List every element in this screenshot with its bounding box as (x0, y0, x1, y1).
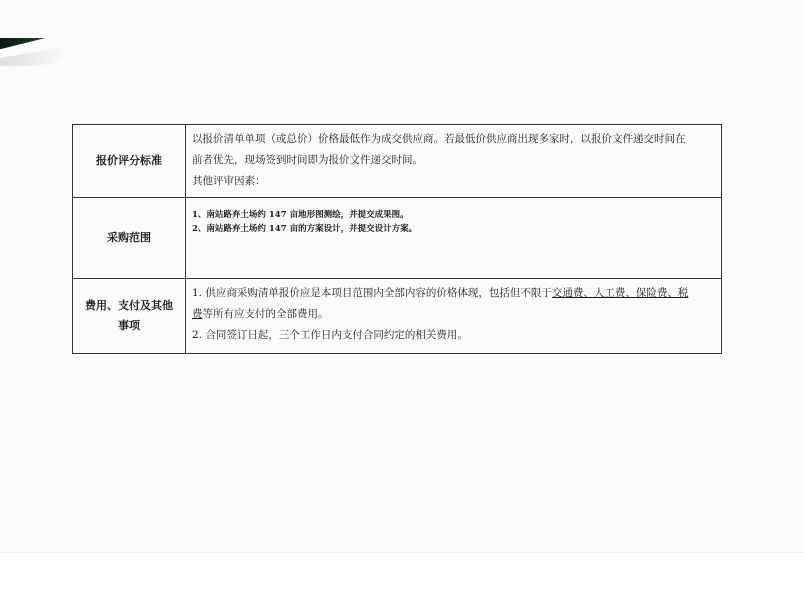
fees-label-line-2: 事项 (118, 319, 140, 332)
page-bottom-edge (0, 552, 804, 592)
scoring-content (186, 125, 722, 198)
table-row-scope (73, 198, 722, 279)
procurement-table (72, 124, 722, 354)
scoring-line-3: 其他评审因素： (192, 175, 266, 187)
scope-line-1: 1、南站路弃土场约 147 亩地形图测绘，并提交成果图。 (192, 210, 409, 220)
corner-shadow-decoration (0, 38, 84, 66)
fees-line-3: 2. 合同签订日起，三个工作日内支付合同约定的相关费用。 (192, 329, 468, 341)
table-row-scoring (73, 125, 722, 198)
scope-line-2: 2、南站路弃土场约 147 亩的方案设计，并提交设计方案。 (192, 224, 418, 234)
fees-line-2-suffix: 等所有应支付的全部费用。 (202, 308, 329, 320)
scope-label: 采购范围 (73, 198, 186, 279)
fees-content (186, 279, 722, 354)
fees-line-1-underlined: 交通费、人工费、保险费、税 (551, 287, 689, 299)
scoring-line-2: 前者优先，现场签到时间即为报价文件递交时间。 (192, 154, 423, 166)
fees-label-line-1: 费用、支付及其他 (85, 299, 173, 312)
scoring-line-1: 以报价清单单项（或总价）价格最低作为成交供应商。若最低价供应商出现多家时，以报价文件递交时间在 (192, 133, 686, 145)
fees-line-2 (192, 304, 715, 325)
fees-line-2-underlined: 费 (192, 308, 203, 320)
fees-line-1-prefix: 1. 供应商采购清单报价应是本项目范围内全部内容的价格体现，包括但不限于 (192, 287, 552, 299)
table-row-fees (73, 279, 722, 354)
scope-content (186, 198, 722, 279)
scoring-label: 报价评分标准 (73, 125, 186, 198)
fees-label (73, 279, 186, 354)
fees-line-1 (192, 283, 715, 304)
